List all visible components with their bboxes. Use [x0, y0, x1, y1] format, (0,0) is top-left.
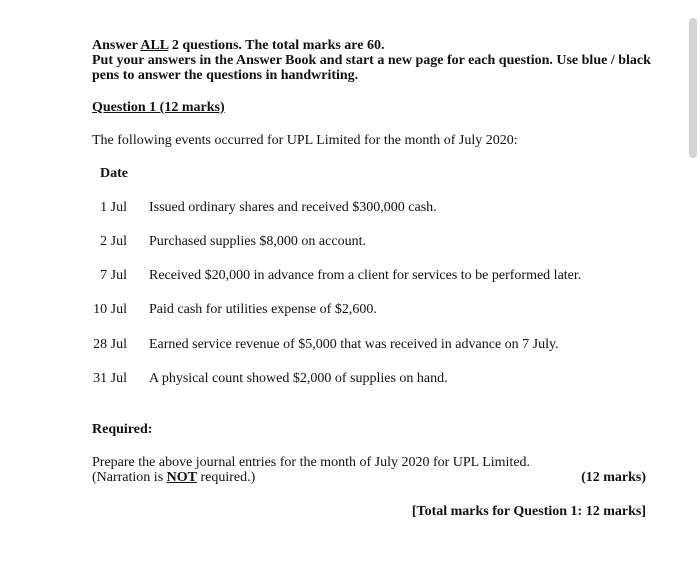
- instruction-emphasis: ALL: [140, 38, 169, 53]
- event-text: Issued ordinary shares and received $300,000 cash.: [149, 200, 437, 215]
- question-intro: The following events occurred for UPL Limited for the month of July 2020:: [92, 133, 518, 148]
- required-text: Prepare the above journal entries for the month of July 2020 for UPL Limited.: [92, 455, 531, 470]
- question-total: [Total marks for Question 1: 12 marks]: [411, 504, 646, 519]
- required-label: Required:: [92, 422, 153, 437]
- event-text: Paid cash for utilities expense of $2,600.: [149, 302, 377, 317]
- question-heading: Question 1 (12 marks): [92, 100, 225, 115]
- event-date: 7 Jul: [100, 268, 127, 283]
- instruction-prefix: Answer: [92, 38, 141, 53]
- event-date: 28 Jul: [93, 337, 127, 352]
- scrollbar-thumb[interactable]: [689, 18, 697, 158]
- date-column-header: Date: [100, 166, 128, 181]
- event-date: 31 Jul: [93, 371, 127, 386]
- event-date: 1 Jul: [100, 200, 127, 215]
- narration-prefix: (Narration is: [92, 470, 167, 485]
- instruction-line-3: pens to answer the questions in handwriting.: [92, 68, 359, 83]
- event-text: Purchased supplies $8,000 on account.: [149, 234, 366, 249]
- instruction-line-2: Put your answers in the Answer Book and start a new page for each question. Use blue / black: [92, 53, 651, 68]
- narration-note: [92, 470, 255, 486]
- event-text: Received $20,000 in advance from a client for services to be performed later.: [149, 268, 582, 283]
- narration-emphasis: NOT: [166, 470, 197, 485]
- instruction-line-1: [92, 38, 384, 54]
- event-text: A physical count showed $2,000 of supplies on hand.: [149, 371, 448, 386]
- question-marks: (12 marks): [581, 470, 646, 485]
- event-date: 2 Jul: [100, 234, 127, 249]
- instruction-suffix: 2 questions. The total marks are 60.: [168, 38, 385, 53]
- event-date: 10 Jul: [93, 302, 127, 317]
- narration-suffix: required.): [197, 470, 256, 485]
- event-text: Earned service revenue of $5,000 that was received in advance on 7 July.: [149, 337, 559, 352]
